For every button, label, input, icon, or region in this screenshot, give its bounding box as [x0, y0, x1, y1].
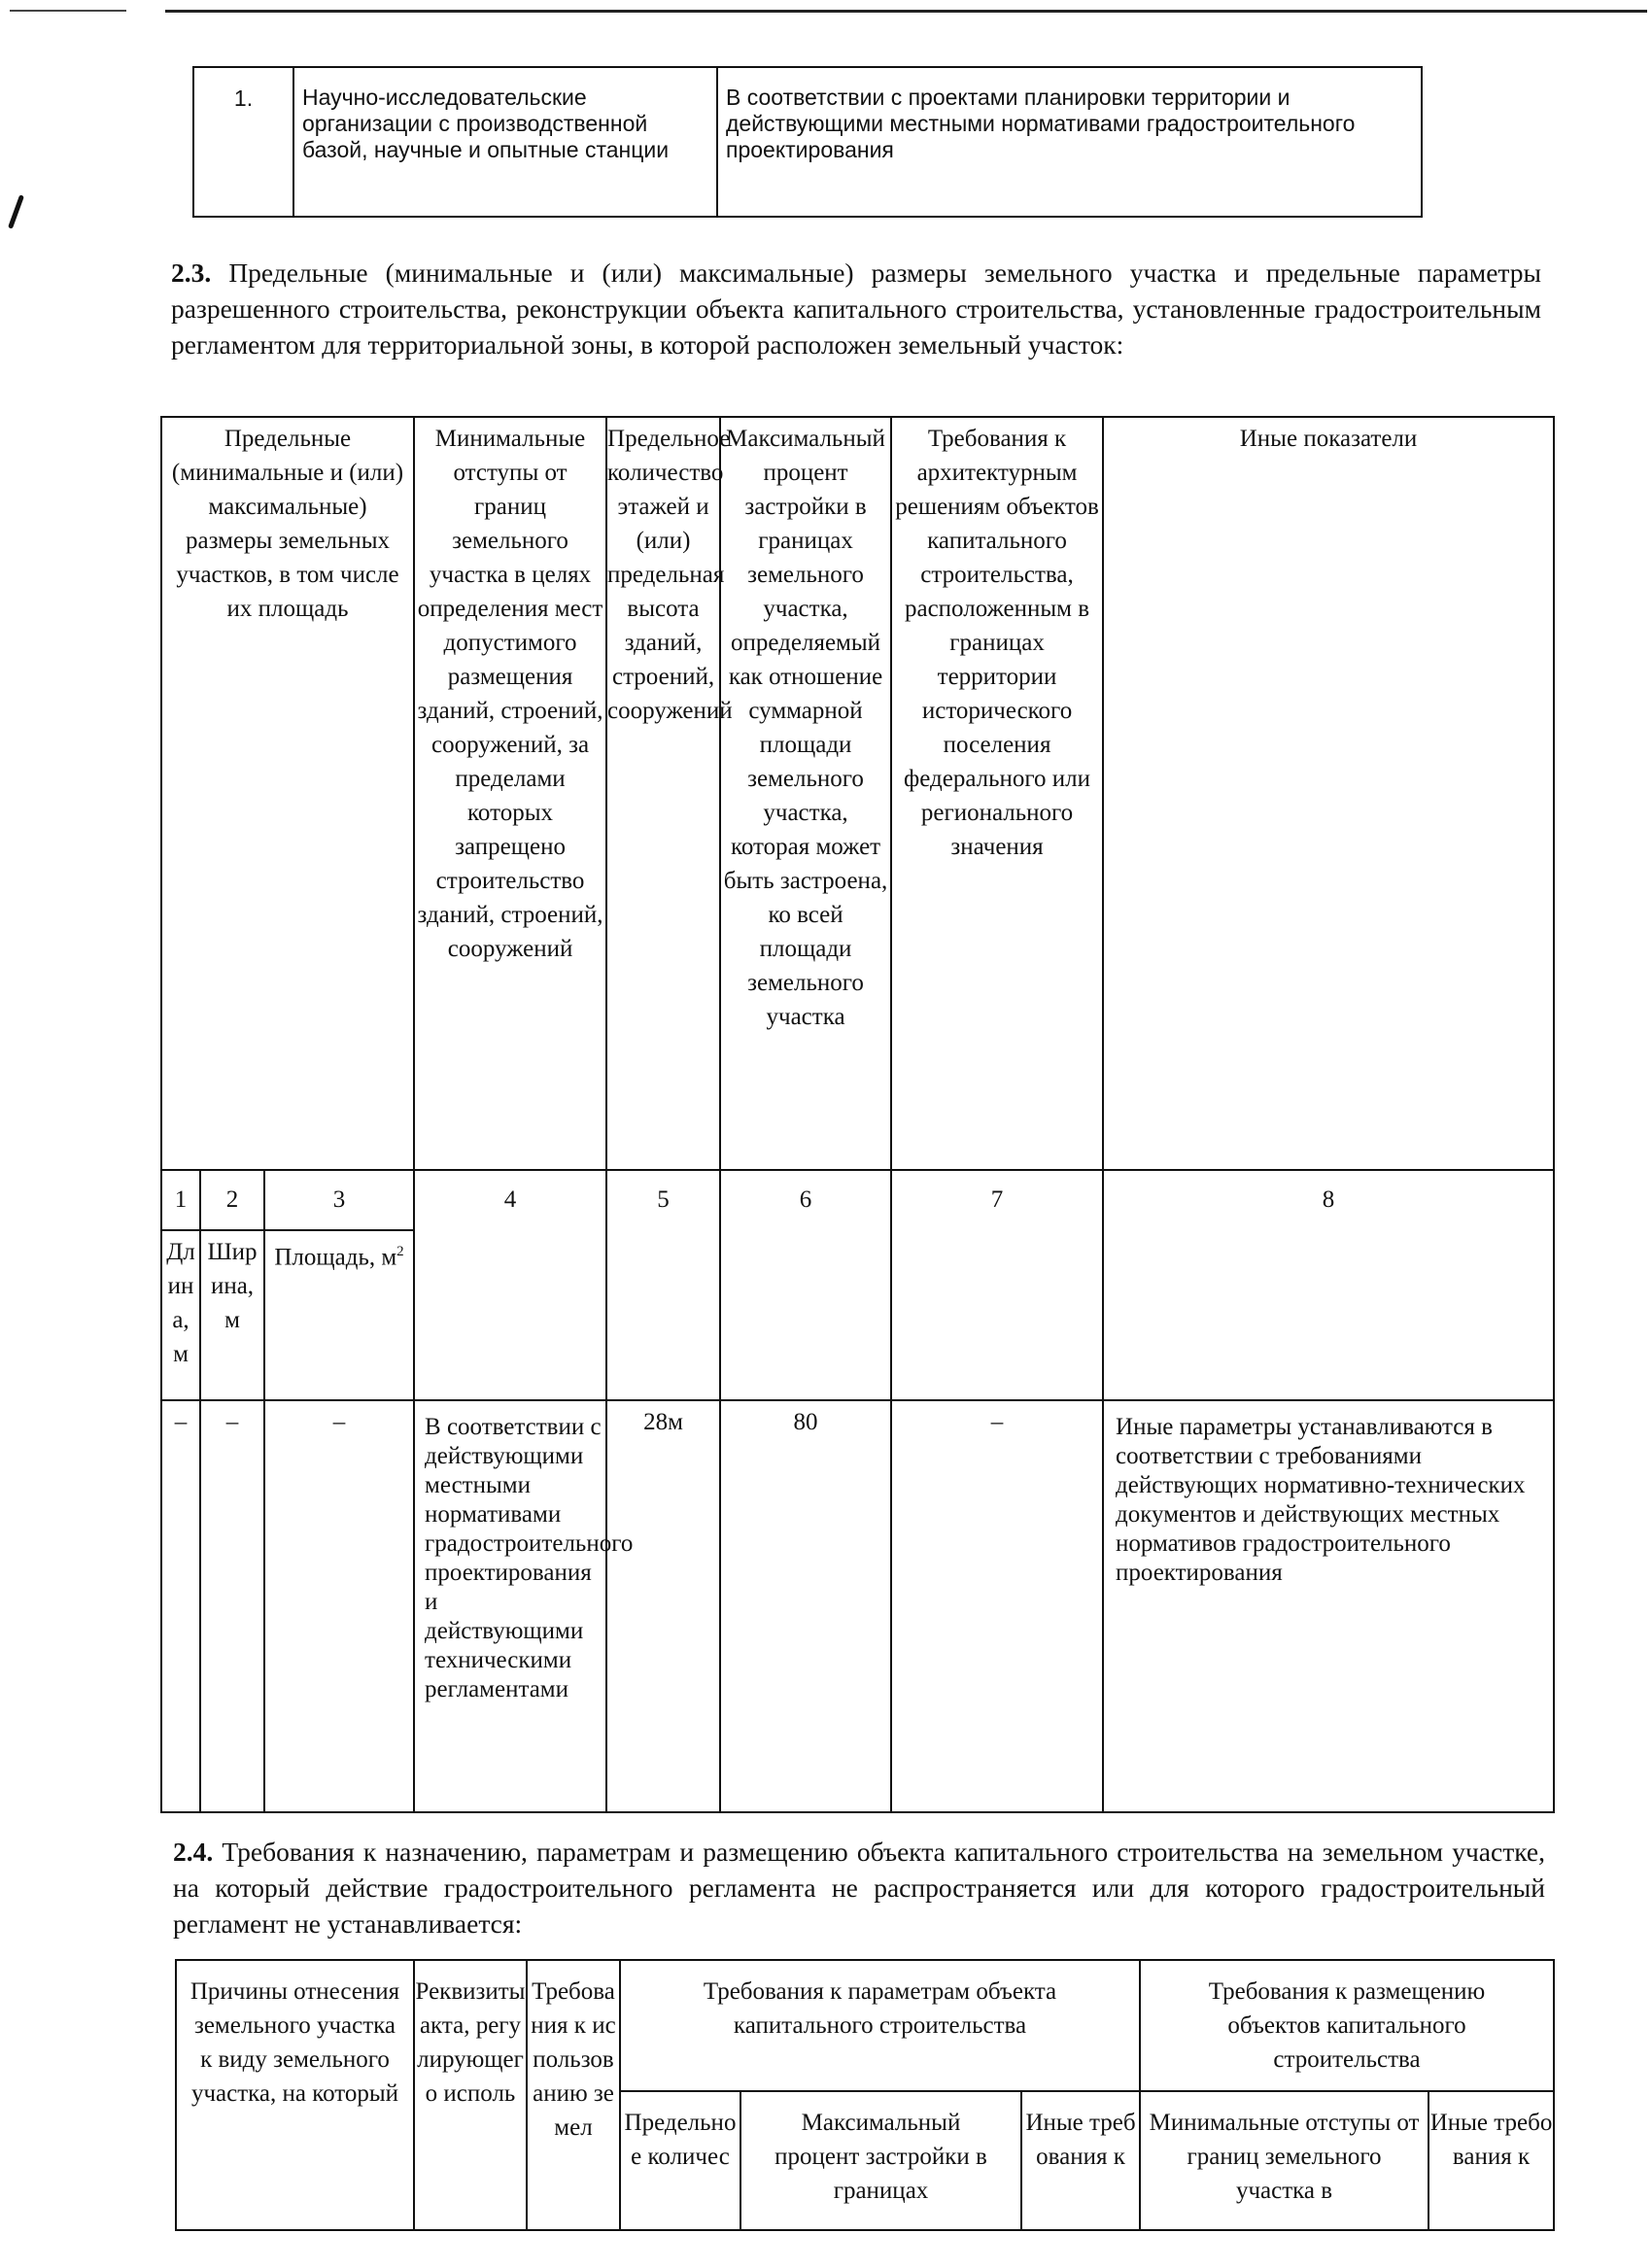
subheader-length: Длина, м [161, 1230, 200, 1400]
col-number-4: 4 [414, 1170, 606, 1400]
value-other: Иные параметры устанавливаются в соответствии с требованиями действующих нормативно-технических документов и действующих местных нормативов градостроительного проектирования [1103, 1400, 1554, 1812]
section-text: Предельные (минимальные и (или) максимальные) размеры земельного участка и предельные параметры разрешенного строительства, реконструкции объекта капитального строительства, установленные градостроительным регламентом для территориальной зоны, в которой расположен земельный участок: [171, 258, 1541, 360]
page-top-edge [165, 10, 1647, 13]
table-header-row [176, 1960, 1554, 2091]
value-width: – [200, 1400, 264, 1812]
col-number-1: 1 [161, 1170, 200, 1230]
header-params: Требования к параметрам объекта капитального строительства [620, 1960, 1140, 2091]
usage-table [192, 66, 1423, 218]
value-architecture: – [891, 1400, 1103, 1812]
section-number: 2.3. [171, 258, 212, 288]
header-min-offsets: Минимальные отступы от границ земельного участка в целях определения мест допустимого размещения зданий, строений, сооружений, за пределами которых запрещено строительство зданий, строений, сооружений [414, 417, 606, 1170]
pen-mark [8, 194, 24, 229]
header-plot-sizes: Предельные (минимальные и (или) максимальные) размеры земельных участков, в том числе их площадь [161, 417, 414, 1170]
header-usage: Требования к использованию земел [527, 1960, 620, 2230]
header-placement: Требования к размещению объектов капитального строительства [1140, 1960, 1554, 2091]
sub-min-offsets: Минимальные отступы от границ земельного участка в [1140, 2091, 1428, 2230]
col-number-8: 8 [1103, 1170, 1554, 1400]
parameters-table [160, 416, 1555, 1813]
sub-other-1: Иные требования к [1021, 2091, 1140, 2230]
column-number-row [161, 1170, 1554, 1230]
sub-other-2: Иные требования к [1428, 2091, 1554, 2230]
value-length: – [161, 1400, 200, 1812]
section-text: Требования к назначению, параметрам и размещению объекта капитального строительства на земельном участке, на который действие градостроительного регламента не распространяется или для которого градостроительный регламент не устанавливается: [173, 1837, 1545, 1939]
subheader-width: Ширина, м [200, 1230, 264, 1400]
section-number: 2.4. [173, 1837, 214, 1867]
page-top-edge-left [10, 10, 126, 12]
col-number-6: 6 [720, 1170, 891, 1400]
usage-name: Научно-исследовательские организации с производственной базой, научные и опытные станции [293, 67, 717, 217]
header-max-percent: Максимальный процент застройки в границах земельного участка, определяемый как отношение суммарной площади земельного участка, которая может быть застроена, ко всей площади земельного участка [720, 417, 891, 1170]
header-other: Иные показатели [1103, 417, 1554, 1170]
col-number-2: 2 [200, 1170, 264, 1230]
usage-note: В соответствии с проектами планировки территории и действующими местными нормативами градостроительного проектирования [717, 67, 1422, 217]
table-header-row [161, 417, 1554, 1170]
col-number-7: 7 [891, 1170, 1103, 1400]
row-number: 1. [193, 67, 293, 217]
value-max-percent: 80 [720, 1400, 891, 1812]
non-regulated-table [175, 1959, 1555, 2231]
subheader-area [264, 1230, 414, 1400]
value-max-floors: 28м [606, 1400, 720, 1812]
sub-floors: Предельное количес [620, 2091, 740, 2230]
subheader-area-label: Площадь, м [274, 1244, 397, 1271]
sub-max-percent: Максимальный процент застройки в границах [740, 2091, 1021, 2230]
subheader-area-sup: 2 [396, 1244, 404, 1259]
values-row [161, 1400, 1554, 1812]
col-number-3: 3 [264, 1170, 414, 1230]
value-min-offsets: В соответствии с действующими местными нормативами градостроительного проектирования и действующими техническими регламентами [414, 1400, 606, 1812]
col-number-5: 5 [606, 1170, 720, 1400]
value-area: – [264, 1400, 414, 1812]
section-2-4-paragraph [173, 1834, 1545, 1942]
header-architecture: Требования к архитектурным решениям объектов капитального строительства, расположенным в границах территории исторического поселения федерального или регионального значения [891, 417, 1103, 1170]
header-requisites: Реквизиты акта, регулирующего исполь [414, 1960, 527, 2230]
section-2-3-paragraph [171, 255, 1541, 362]
header-reasons: Причины отнесения земельного участка к виду земельного участка, на который [176, 1960, 414, 2230]
table-row [193, 67, 1422, 217]
header-max-floors: Предельное количество этажей и (или) предельная высота зданий, строений, сооружений [606, 417, 720, 1170]
